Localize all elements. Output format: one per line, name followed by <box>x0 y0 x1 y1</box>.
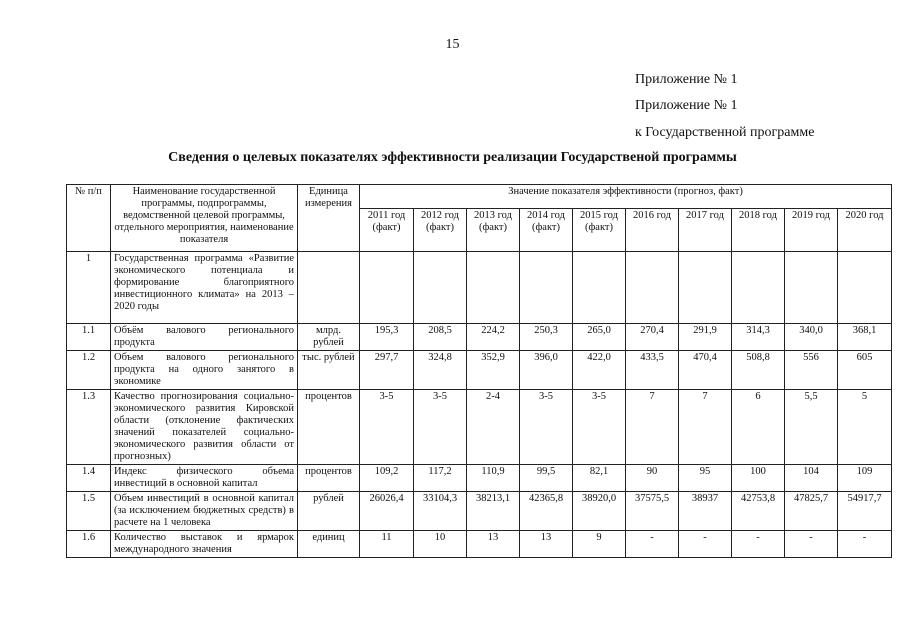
indicator-value: 54917,7 <box>838 492 892 531</box>
table-row <box>67 351 892 390</box>
indicator-value: 396,0 <box>520 351 573 390</box>
empty-cell <box>520 252 573 324</box>
indicator-value: 314,3 <box>732 324 785 351</box>
indicator-name: Качество прогнозирования социально-экономического развития Кировской области (отклонение фактических значений показателей социально-экономического развития области от прогнозных) <box>111 390 298 465</box>
empty-cell <box>785 252 838 324</box>
row-num: 1.1 <box>67 324 111 351</box>
indicator-value: 9 <box>573 531 626 558</box>
indicator-value: 11 <box>360 531 414 558</box>
indicator-value: 324,8 <box>414 351 467 390</box>
indicator-value: 42753,8 <box>732 492 785 531</box>
empty-cell <box>679 252 732 324</box>
document-title: Сведения о целевых показателях эффективности реализации Государственой программы <box>168 150 737 165</box>
indicator-value: 38213,1 <box>467 492 520 531</box>
header-year: 2019 год <box>785 208 838 251</box>
indicator-value: 368,1 <box>838 324 892 351</box>
indicator-value: 605 <box>838 351 892 390</box>
row-num: 1.2 <box>67 351 111 390</box>
indicator-value: 270,4 <box>626 324 679 351</box>
indicator-value: 110,9 <box>467 465 520 492</box>
indicator-value: 195,3 <box>360 324 414 351</box>
indicator-value: 99,5 <box>520 465 573 492</box>
indicator-value: 3-5 <box>360 390 414 465</box>
indicator-value: 291,9 <box>679 324 732 351</box>
indicator-value: 117,2 <box>414 465 467 492</box>
appendix-line-2: Приложение № 1 <box>635 98 738 113</box>
row-num: 1 <box>67 252 111 324</box>
header-year: 2017 год <box>679 208 732 251</box>
indicator-value: 37575,5 <box>626 492 679 531</box>
indicator-value: 3-5 <box>573 390 626 465</box>
indicator-name: Объем инвестиций в основной капитал (за исключением бюджетных средств) в расчете на 1 человека <box>111 492 298 531</box>
indicator-value: 7 <box>679 390 732 465</box>
header-year: 2020 год <box>838 208 892 251</box>
header-year: 2016 год <box>626 208 679 251</box>
empty-cell <box>838 252 892 324</box>
indicator-value: - <box>679 531 732 558</box>
header-values-group: Значение показателя эффективности (прогноз, факт) <box>360 185 892 209</box>
indicator-name: Количество выставок и ярмарок международного значения <box>111 531 298 558</box>
row-num: 1.5 <box>67 492 111 531</box>
page-number: 15 <box>445 37 460 52</box>
indicator-value: - <box>785 531 838 558</box>
indicator-unit: единиц <box>298 531 360 558</box>
empty-cell <box>414 252 467 324</box>
indicator-value: 42365,8 <box>520 492 573 531</box>
indicator-value: 265,0 <box>573 324 626 351</box>
indicator-value: 5,5 <box>785 390 838 465</box>
empty-cell <box>467 252 520 324</box>
empty-cell <box>626 252 679 324</box>
indicator-value: - <box>732 531 785 558</box>
indicator-value: 297,7 <box>360 351 414 390</box>
indicator-value: - <box>838 531 892 558</box>
indicator-value: - <box>626 531 679 558</box>
indicator-value: 2-4 <box>467 390 520 465</box>
header-year: 2011 год (факт) <box>360 208 414 251</box>
indicator-value: 13 <box>467 531 520 558</box>
empty-cell <box>573 252 626 324</box>
indicator-value: 109 <box>838 465 892 492</box>
indicator-value: 508,8 <box>732 351 785 390</box>
header-row-1 <box>67 185 892 209</box>
indicator-value: 7 <box>626 390 679 465</box>
indicator-value: 352,9 <box>467 351 520 390</box>
table-row <box>67 390 892 465</box>
appendix-line-1: Приложение № 1 <box>635 72 738 87</box>
header-year: 2013 год (факт) <box>467 208 520 251</box>
indicator-value: 10 <box>414 531 467 558</box>
indicator-name: Объём валового регионального продукта <box>111 324 298 351</box>
empty-cell <box>298 252 360 324</box>
indicator-name: Объем валового регионального продукта на одного занятого в экономике <box>111 351 298 390</box>
indicators-table <box>66 184 892 558</box>
indicator-value: 33104,3 <box>414 492 467 531</box>
indicator-unit: процентов <box>298 390 360 465</box>
indicator-value: 100 <box>732 465 785 492</box>
indicator-value: 38920,0 <box>573 492 626 531</box>
program-name: Государственная программа «Развитие экономического потенциала и формирование благоприятного инвестиционного климата» на 2013 – 2020 годы <box>111 252 298 324</box>
indicator-value: 38937 <box>679 492 732 531</box>
row-num: 1.6 <box>67 531 111 558</box>
indicator-unit: рублей <box>298 492 360 531</box>
indicator-name: Индекс физического объема инвестиций в основной капитал <box>111 465 298 492</box>
indicator-rows <box>67 324 892 558</box>
header-year: 2012 год (факт) <box>414 208 467 251</box>
indicator-unit: тыс. рублей <box>298 351 360 390</box>
indicator-value: 208,5 <box>414 324 467 351</box>
indicator-value: 422,0 <box>573 351 626 390</box>
indicator-unit: процентов <box>298 465 360 492</box>
indicator-value: 224,2 <box>467 324 520 351</box>
indicator-value: 3-5 <box>414 390 467 465</box>
indicator-value: 433,5 <box>626 351 679 390</box>
indicator-unit: млрд. рублей <box>298 324 360 351</box>
indicator-value: 95 <box>679 465 732 492</box>
header-name: Наименование государственной программы, подпрограммы, ведомственной целевой программы, отдельного мероприятия, наименование показателя <box>111 185 298 252</box>
header-year: 2014 год (факт) <box>520 208 573 251</box>
empty-cell <box>732 252 785 324</box>
indicator-value: 109,2 <box>360 465 414 492</box>
indicator-value: 26026,4 <box>360 492 414 531</box>
indicator-value: 82,1 <box>573 465 626 492</box>
table-row <box>67 492 892 531</box>
row-num: 1.3 <box>67 390 111 465</box>
header-year: 2015 год (факт) <box>573 208 626 251</box>
program-row <box>67 252 892 324</box>
indicator-value: 3-5 <box>520 390 573 465</box>
indicator-value: 47825,7 <box>785 492 838 531</box>
indicator-value: 250,3 <box>520 324 573 351</box>
header-year: 2018 год <box>732 208 785 251</box>
appendix-line-3: к Государственной программе <box>635 125 815 140</box>
indicator-value: 556 <box>785 351 838 390</box>
indicator-value: 90 <box>626 465 679 492</box>
indicator-value: 104 <box>785 465 838 492</box>
header-num: № п/п <box>67 185 111 252</box>
indicator-value: 470,4 <box>679 351 732 390</box>
header-unit: Единица измерения <box>298 185 360 252</box>
table-row <box>67 324 892 351</box>
table-row <box>67 531 892 558</box>
empty-cell <box>360 252 414 324</box>
indicator-value: 6 <box>732 390 785 465</box>
row-num: 1.4 <box>67 465 111 492</box>
indicator-value: 5 <box>838 390 892 465</box>
table-row <box>67 465 892 492</box>
indicator-value: 13 <box>520 531 573 558</box>
indicator-value: 340,0 <box>785 324 838 351</box>
